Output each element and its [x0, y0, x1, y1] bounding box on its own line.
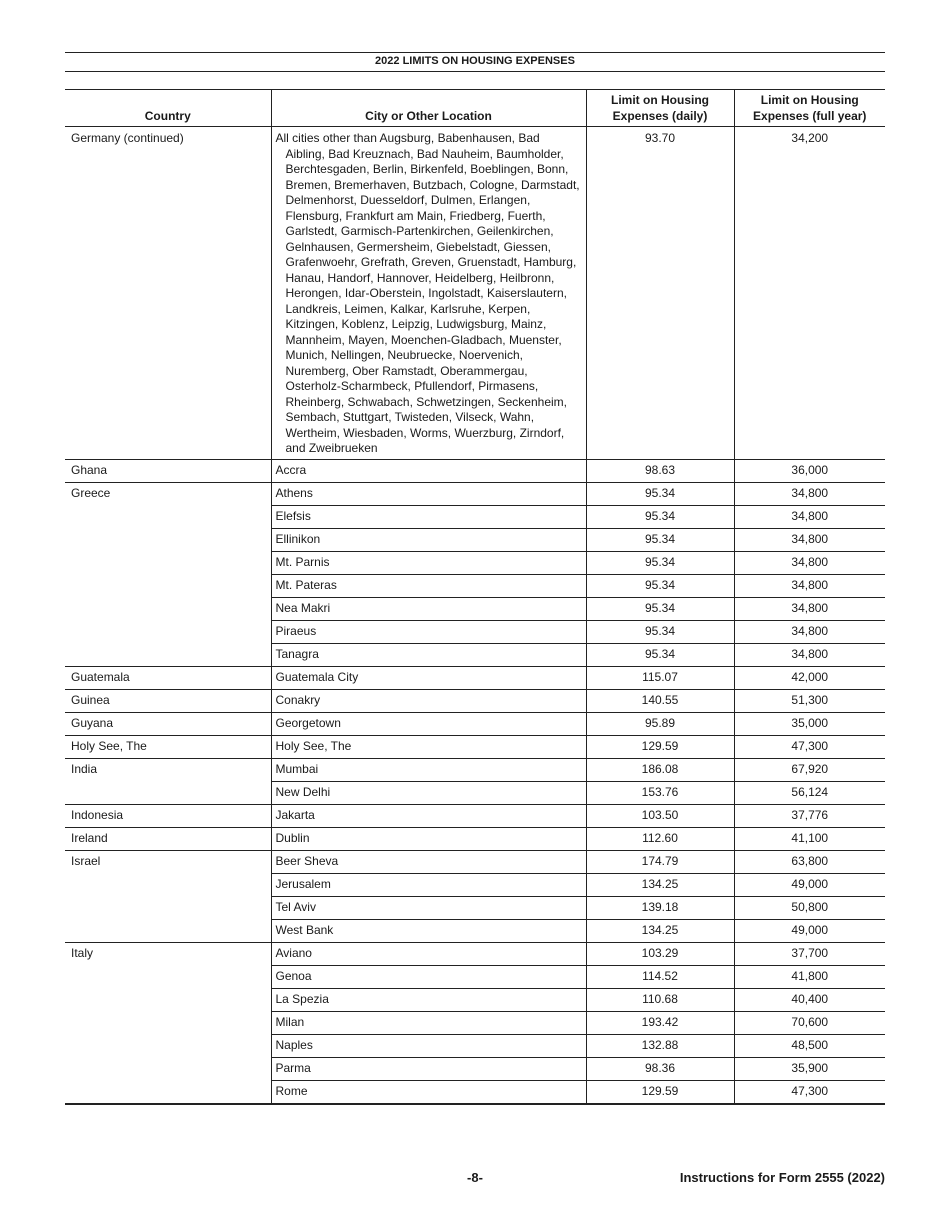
country-cell — [65, 919, 271, 942]
city-text: Conakry — [275, 692, 321, 707]
city-cell — [271, 804, 586, 827]
city-cell — [271, 505, 586, 528]
country-cell — [65, 620, 271, 643]
country-cell — [65, 505, 271, 528]
table-row — [65, 1057, 885, 1080]
table-row — [65, 620, 885, 643]
city-cell — [271, 597, 586, 620]
header-yearly-limit: Limit on Housing Expenses (full year) — [734, 90, 885, 127]
country-cell: Ghana — [65, 459, 271, 482]
city-cell — [271, 850, 586, 873]
city-cell — [271, 666, 586, 689]
city-cell — [271, 712, 586, 735]
daily-limit-cell: 103.29 — [586, 942, 734, 965]
table-row — [65, 850, 885, 873]
country-cell — [65, 551, 271, 574]
table-row — [65, 758, 885, 781]
country-cell — [65, 1080, 271, 1104]
yearly-limit-cell: 34,800 — [734, 597, 885, 620]
daily-limit-cell: 140.55 — [586, 689, 734, 712]
city-text: Rome — [275, 1083, 308, 1098]
table-row — [65, 896, 885, 919]
country-cell: Indonesia — [65, 804, 271, 827]
yearly-limit-cell: 34,800 — [734, 528, 885, 551]
yearly-limit-cell: 34,800 — [734, 620, 885, 643]
city-cell — [271, 1034, 586, 1057]
city-text: Athens — [275, 485, 313, 500]
country-cell — [65, 643, 271, 666]
city-text: Nea Makri — [275, 600, 331, 615]
country-cell — [65, 574, 271, 597]
city-text: Tel Aviv — [275, 899, 316, 914]
city-cell — [271, 896, 586, 919]
city-cell — [271, 127, 586, 460]
daily-limit-cell: 153.76 — [586, 781, 734, 804]
city-cell — [271, 781, 586, 804]
country-cell — [65, 597, 271, 620]
daily-limit-cell: 95.34 — [586, 597, 734, 620]
city-text: West Bank — [275, 922, 334, 937]
header-row — [65, 90, 885, 127]
country-cell: Holy See, The — [65, 735, 271, 758]
yearly-limit-cell: 48,500 — [734, 1034, 885, 1057]
table-row — [65, 988, 885, 1011]
table-row — [65, 919, 885, 942]
city-cell — [271, 482, 586, 505]
country-cell — [65, 873, 271, 896]
city-text: Tanagra — [275, 646, 319, 661]
header-country: Country — [65, 90, 271, 127]
table-row — [65, 781, 885, 804]
daily-limit-cell: 103.50 — [586, 804, 734, 827]
city-text: Mumbai — [275, 761, 319, 776]
table-title: 2022 LIMITS ON HOUSING EXPENSES — [65, 52, 885, 72]
daily-limit-cell: 95.34 — [586, 528, 734, 551]
city-cell — [271, 1011, 586, 1034]
country-cell — [65, 896, 271, 919]
city-cell — [271, 574, 586, 597]
city-text: Mt. Parnis — [275, 554, 330, 569]
table-row — [65, 965, 885, 988]
city-text: Mt. Pateras — [275, 577, 337, 592]
country-cell — [65, 781, 271, 804]
city-text: Guatemala City — [275, 669, 359, 684]
city-text: Elefsis — [275, 508, 311, 523]
form-reference: Instructions for Form 2555 (2022) — [679, 1170, 885, 1185]
city-cell — [271, 965, 586, 988]
daily-limit-cell: 114.52 — [586, 965, 734, 988]
table-row — [65, 505, 885, 528]
city-text: Holy See, The — [275, 738, 352, 753]
city-cell — [271, 528, 586, 551]
city-cell — [271, 827, 586, 850]
city-text: Jerusalem — [275, 876, 331, 891]
daily-limit-cell: 186.08 — [586, 758, 734, 781]
daily-limit-cell: 95.34 — [586, 620, 734, 643]
city-text: Jakarta — [275, 807, 315, 822]
country-cell — [65, 1011, 271, 1034]
yearly-limit-cell: 49,000 — [734, 919, 885, 942]
table-row — [65, 1034, 885, 1057]
city-cell — [271, 551, 586, 574]
yearly-limit-cell: 41,800 — [734, 965, 885, 988]
daily-limit-cell: 139.18 — [586, 896, 734, 919]
country-cell — [65, 1057, 271, 1080]
table-row — [65, 804, 885, 827]
table-row — [65, 643, 885, 666]
country-cell — [65, 1034, 271, 1057]
daily-limit-cell: 98.36 — [586, 1057, 734, 1080]
city-text: Georgetown — [275, 715, 341, 730]
yearly-limit-cell: 50,800 — [734, 896, 885, 919]
city-text: Piraeus — [275, 623, 317, 638]
daily-limit-cell: 193.42 — [586, 1011, 734, 1034]
country-cell: Germany (continued) — [65, 127, 271, 460]
country-cell — [65, 528, 271, 551]
table-row — [65, 712, 885, 735]
yearly-limit-cell: 67,920 — [734, 758, 885, 781]
city-cell — [271, 873, 586, 896]
daily-limit-cell: 134.25 — [586, 919, 734, 942]
yearly-limit-cell: 63,800 — [734, 850, 885, 873]
yearly-limit-cell: 34,200 — [734, 127, 885, 460]
city-text: Dublin — [275, 830, 310, 845]
table-body — [65, 127, 885, 1104]
housing-limits-table — [65, 89, 885, 1105]
city-cell — [271, 988, 586, 1011]
city-text: Genoa — [275, 968, 312, 983]
yearly-limit-cell: 56,124 — [734, 781, 885, 804]
country-cell: Guatemala — [65, 666, 271, 689]
daily-limit-cell: 95.34 — [586, 551, 734, 574]
daily-limit-cell: 132.88 — [586, 1034, 734, 1057]
country-cell: Israel — [71, 853, 101, 868]
yearly-limit-cell: 51,300 — [734, 689, 885, 712]
city-cell — [271, 735, 586, 758]
daily-limit-cell: 129.59 — [586, 735, 734, 758]
yearly-limit-cell: 37,700 — [734, 942, 885, 965]
city-cell — [271, 620, 586, 643]
table-row — [65, 597, 885, 620]
daily-limit-cell: 134.25 — [586, 873, 734, 896]
header-daily-limit: Limit on Housing Expenses (daily) — [586, 90, 734, 127]
yearly-limit-cell: 47,300 — [734, 735, 885, 758]
country-cell: Guyana — [65, 712, 271, 735]
yearly-limit-cell: 70,600 — [734, 1011, 885, 1034]
daily-limit-cell: 98.63 — [586, 459, 734, 482]
city-cell — [271, 758, 586, 781]
city-text: Beer Sheva — [275, 853, 339, 868]
city-text: All cities other than Augsburg, Babenhausen, Bad Aibling, Bad Kreuznach, Bad Nauheim, Baumholder, Berchtesgaden, Berlin, Birkenfeld, Boeblingen, Bonn, Bremen, Bremerhaven, Butzbach, Cologne, Darmstadt, Delmenhorst, Duesseldorf, Dulmen, Erlangen, Flensburg, Frankfurt am Main, Friedberg, Fuerth, Garlstedt, Garmisch-Partenkirchen, Geilenkirchen, Gelnhausen, Germersheim, Giebelstadt, Giessen, Grafenwoehr, Grefrath, Greven, Gruenstadt, Hamburg, Hanau, Handorf, Hannover, Heidelberg, Heilbronn, Herongen, Idar-Oberstein, Ingolstadt, Kaiserslautern, Landkreis, Leimen, Kalkar, Karlsruhe, Kerpen, Kitzingen, Koblenz, Leipzig, Ludwigsburg, Mainz, Mannheim, Mayen, Moenchen-Gladbach, Muenster, Munich, Nellingen, Neubruecke, Noervenich, Nuremberg, Ober Ramstadt, Oberammergau, Osterholz-Scharmbeck, Pfullendorf, Pirmasens, Rheinberg, Schwabach, Schwetzingen, Seckenheim, Sembach, Stuttgart, Twisteden, Vilseck, Wahn, Wertheim, Wiesbaden, Worms, Wuerzburg, Zirndorf, and Zweibrueken — [275, 131, 580, 455]
table-row — [65, 127, 885, 460]
yearly-limit-cell: 34,800 — [734, 574, 885, 597]
country-cell: Italy — [71, 945, 94, 960]
yearly-limit-cell: 34,800 — [734, 482, 885, 505]
city-cell — [271, 459, 586, 482]
yearly-limit-cell: 37,776 — [734, 804, 885, 827]
yearly-limit-cell: 47,300 — [734, 1080, 885, 1104]
daily-limit-cell: 129.59 — [586, 1080, 734, 1104]
daily-limit-cell: 93.70 — [586, 127, 734, 460]
daily-limit-cell: 115.07 — [586, 666, 734, 689]
table-row — [65, 689, 885, 712]
daily-limit-cell: 95.34 — [586, 505, 734, 528]
city-text: Aviano — [275, 945, 312, 960]
yearly-limit-cell: 49,000 — [734, 873, 885, 896]
daily-limit-cell: 95.89 — [586, 712, 734, 735]
table-row — [65, 459, 885, 482]
daily-limit-cell: 112.60 — [586, 827, 734, 850]
table-row — [65, 1011, 885, 1034]
city-text: Naples — [275, 1037, 313, 1052]
country-cell — [65, 965, 271, 988]
city-text: Parma — [275, 1060, 311, 1075]
yearly-limit-cell: 40,400 — [734, 988, 885, 1011]
table-row — [65, 551, 885, 574]
page-number: -8- — [467, 1170, 483, 1185]
city-cell — [271, 643, 586, 666]
city-text: New Delhi — [275, 784, 331, 799]
yearly-limit-cell: 34,800 — [734, 551, 885, 574]
table-row — [65, 942, 885, 965]
city-text: Ellinikon — [275, 531, 321, 546]
city-text: Milan — [275, 1014, 305, 1029]
table-row — [65, 1080, 885, 1104]
city-cell — [271, 689, 586, 712]
daily-limit-cell: 174.79 — [586, 850, 734, 873]
city-cell — [271, 1057, 586, 1080]
table-row — [65, 873, 885, 896]
yearly-limit-cell: 41,100 — [734, 827, 885, 850]
yearly-limit-cell: 42,000 — [734, 666, 885, 689]
country-cell: Greece — [71, 485, 111, 500]
table-row — [65, 666, 885, 689]
daily-limit-cell: 95.34 — [586, 482, 734, 505]
header-city: City or Other Location — [271, 90, 586, 127]
city-cell — [271, 919, 586, 942]
table-row — [65, 482, 885, 505]
country-cell: India — [71, 761, 98, 776]
yearly-limit-cell: 35,900 — [734, 1057, 885, 1080]
yearly-limit-cell: 36,000 — [734, 459, 885, 482]
yearly-limit-cell: 34,800 — [734, 643, 885, 666]
country-cell — [65, 988, 271, 1011]
table-row — [65, 827, 885, 850]
city-text: La Spezia — [275, 991, 329, 1006]
daily-limit-cell: 110.68 — [586, 988, 734, 1011]
country-cell: Ireland — [65, 827, 271, 850]
daily-limit-cell: 95.34 — [586, 643, 734, 666]
country-cell: Guinea — [65, 689, 271, 712]
city-cell — [271, 1080, 586, 1104]
table-row — [65, 528, 885, 551]
table-row — [65, 735, 885, 758]
table-row — [65, 574, 885, 597]
yearly-limit-cell: 34,800 — [734, 505, 885, 528]
yearly-limit-cell: 35,000 — [734, 712, 885, 735]
city-cell — [271, 942, 586, 965]
city-text: Accra — [275, 462, 307, 477]
daily-limit-cell: 95.34 — [586, 574, 734, 597]
